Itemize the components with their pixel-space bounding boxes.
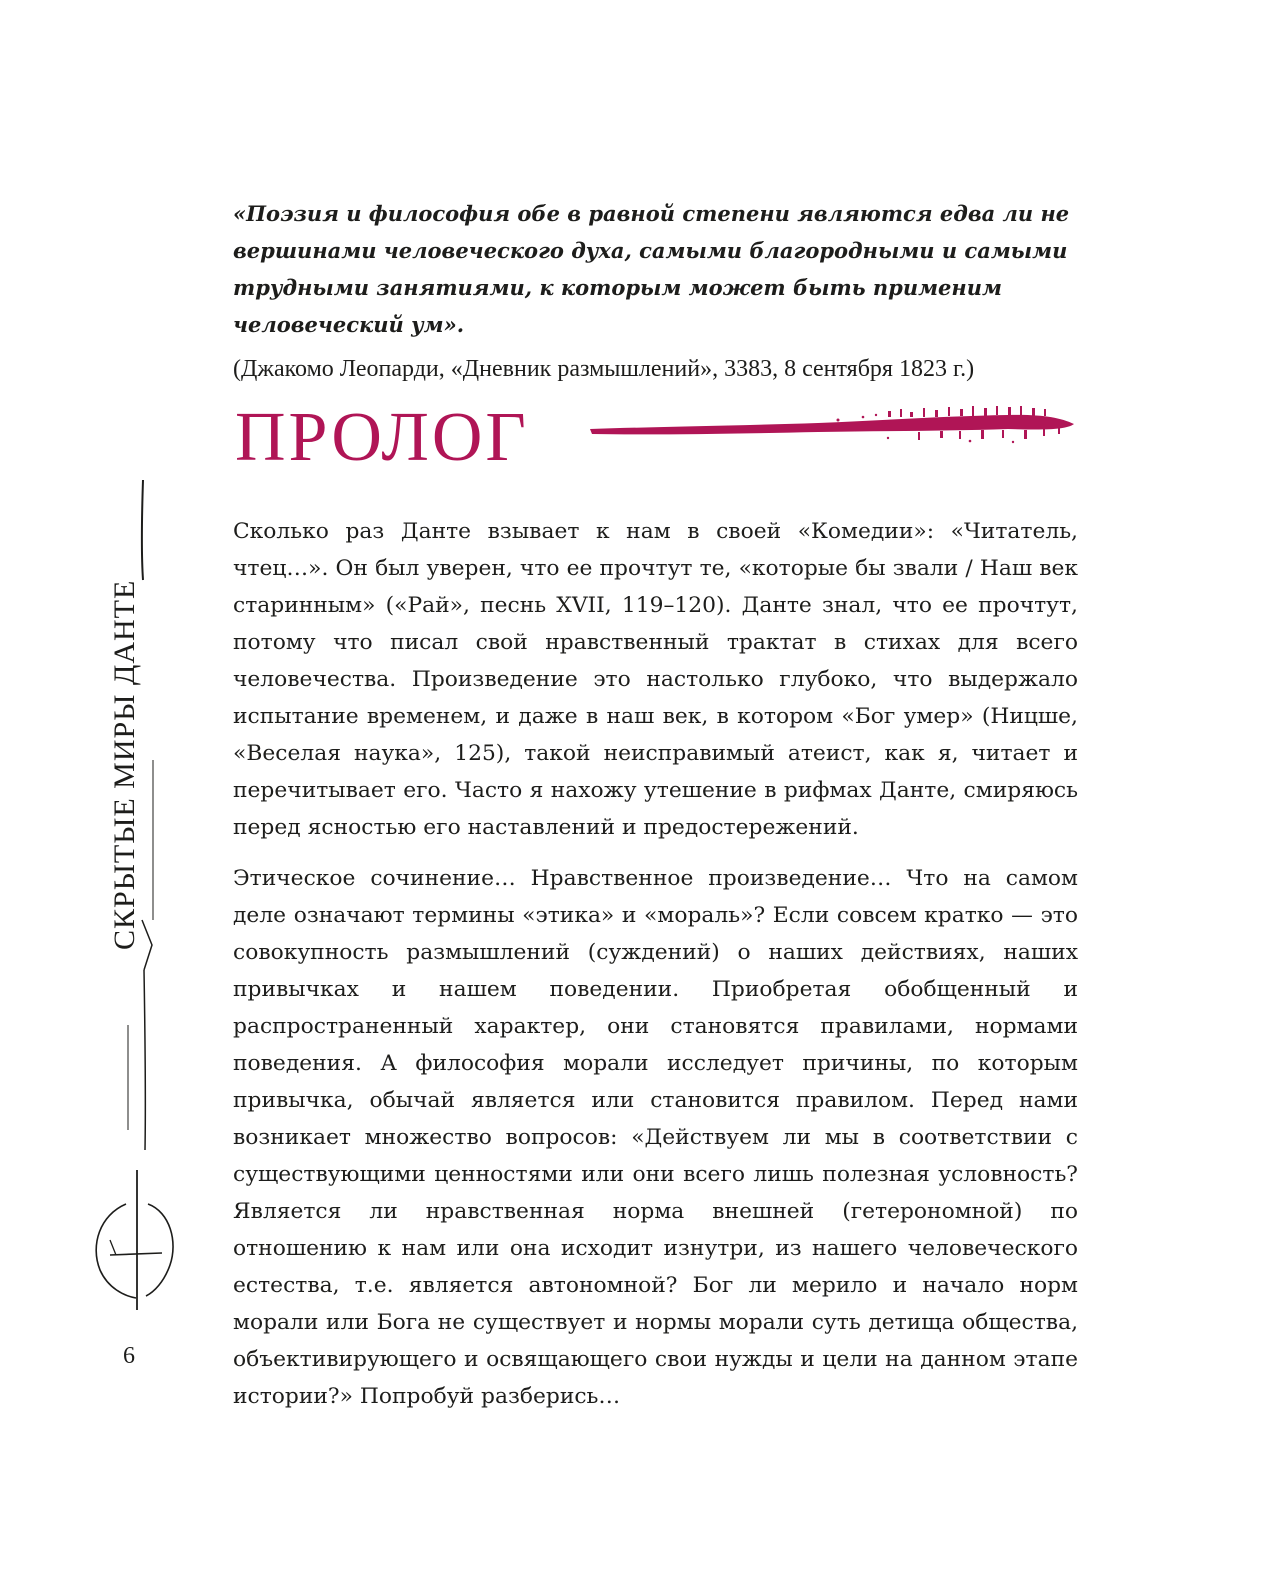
brush-stroke-decoration — [588, 400, 1078, 445]
chapter-title: ПРОЛОГ — [235, 399, 529, 476]
epigraph — [233, 195, 1078, 387]
body-text — [233, 513, 1078, 1429]
paragraph: Этическое сочинение… Нравственное произведение… Что на самом деле означают термины «этика» и «мораль»? Если совсем кратко — это совокупность размышлений (суждений) о наших действиях, наших привычках и нашем поведении. Приобретая обобщенный и распространенный характер, они становятся правилами, нормами поведения. А философия морали исследует причины, по которым привычка, обычай является или становится правилом. Перед нами возникает множество вопросов: «Действуем ли мы в соответствии с существующими ценностями или они всего лишь полезная условность? Является ли нравственная норма внешней (гетерономной) по отношению к нам или она исходит изнутри, из нашего человеческого естества, т.е. является автономной? Бог ли мерило и начало норм морали или Бога не существует и нормы морали суть детища общества, объективирующего и освящающего свои нужды и цели на данном этапе истории?» Попробуй разберись… — [233, 866, 1078, 1409]
paragraph: Сколько раз Данте взывает к нам в своей «Комедии»: «Читатель, чтец…». Он был уверен, что ее прочтут те, «которые бы звали / Наш век старинным» («Рай», песнь XVII, 119–120). Данте знал, что ее прочтут, потому что писал свой нравственный трактат в стихах для всего человечества. Произведение это настолько глубоко, что выдержало испытание временем, и даже в наш век, в котором «Бог умер» (Ницше, «Веселая наука», 125), такой неисправимый атеист, как я, читает и перечитывает его. Часто я нахожу утешение в рифмах Данте, смиряюсь перед ясностью его наставлений и предостережений. — [233, 519, 1078, 840]
epigraph-source: (Джакомо Леопарди, «Дневник размышлений», 3383, 8 сентября 1823 г.) — [233, 356, 975, 382]
running-head: СКРЫТЫЕ МИРЫ ДАНТЕ — [108, 579, 141, 950]
epigraph-quote: «Поэзия и философия обе в равной степени являются едва ли не вершинами человеческого духа, самыми благородными и самыми трудными занятиями, к которым может быть применим человеческий ум». — [233, 201, 1070, 337]
page-number: 6 — [123, 1343, 135, 1369]
side-ornament — [80, 470, 180, 1340]
